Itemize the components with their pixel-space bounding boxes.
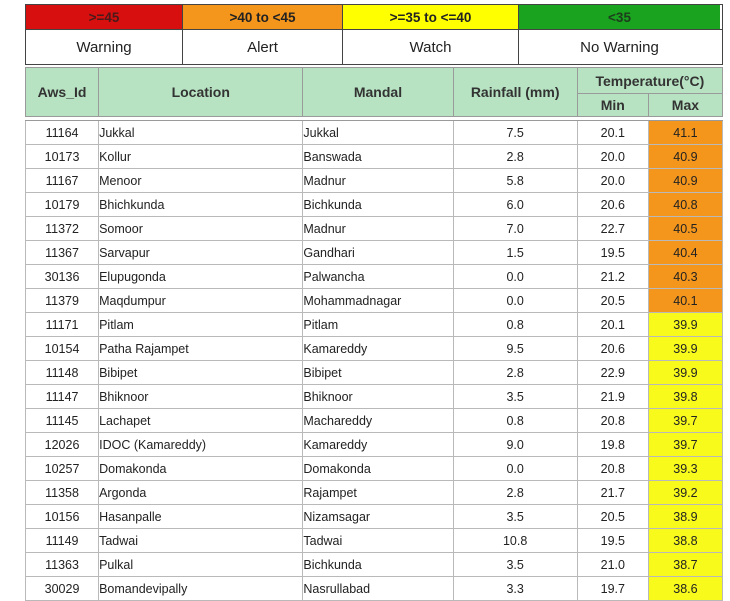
mandal-cell: Kamareddy [303,337,453,361]
max-temp-cell: 39.8 [648,385,722,409]
location-cell: Hasanpalle [99,505,303,529]
rainfall-cell: 0.0 [453,289,577,313]
table-row [26,169,723,193]
max-temp-cell: 40.9 [648,145,722,169]
station-id-cell: 10173 [26,145,99,169]
max-temp-cell: 40.8 [648,193,722,217]
min-temp-cell: 22.9 [577,361,648,385]
station-id-cell: 10156 [26,505,99,529]
mandal-cell: Domakonda [303,457,453,481]
table-row [26,193,723,217]
station-id-cell: 11379 [26,289,99,313]
rainfall-cell: 9.0 [453,433,577,457]
min-temp-cell: 20.1 [577,121,648,145]
station-id-cell: 11164 [26,121,99,145]
rainfall-cell: 0.0 [453,265,577,289]
mandal-cell: Madnur [303,217,453,241]
rainfall-cell: 3.5 [453,505,577,529]
rainfall-cell: 5.8 [453,169,577,193]
max-temp-cell: 40.9 [648,169,722,193]
rainfall-cell: 1.5 [453,241,577,265]
legend-range-alert: >40 to <45 [183,5,343,29]
max-temp-cell: 39.7 [648,433,722,457]
max-temp-cell: 38.6 [648,577,722,601]
max-temp-cell: 39.3 [648,457,722,481]
table-row [26,385,723,409]
table-row [26,433,723,457]
station-id-cell: 30029 [26,577,99,601]
table-row [26,217,723,241]
max-temp-cell: 38.9 [648,505,722,529]
table-row [26,553,723,577]
mandal-cell: Bibipet [303,361,453,385]
rainfall-cell: 2.8 [453,361,577,385]
station-id-cell: 11358 [26,481,99,505]
max-temp-cell: 41.1 [648,121,722,145]
station-id-cell: 11372 [26,217,99,241]
mandal-cell: Mohammadnagar [303,289,453,313]
header-aws-id: Aws_Id [26,68,99,117]
location-cell: IDOC (Kamareddy) [99,433,303,457]
min-temp-cell: 21.9 [577,385,648,409]
min-temp-cell: 19.5 [577,241,648,265]
table-row [26,337,723,361]
rainfall-cell: 0.8 [453,313,577,337]
header-mandal: Mandal [303,68,453,117]
min-temp-cell: 21.7 [577,481,648,505]
rainfall-cell: 3.3 [453,577,577,601]
mandal-cell: Tadwai [303,529,453,553]
legend-label-warning: Warning [26,30,183,64]
rainfall-cell: 7.5 [453,121,577,145]
max-temp-cell: 38.8 [648,529,722,553]
station-id-cell: 30136 [26,265,99,289]
max-temp-cell: 39.9 [648,313,722,337]
location-cell: Bhichkunda [99,193,303,217]
table-body [26,121,723,601]
rainfall-cell: 10.8 [453,529,577,553]
station-id-cell: 11171 [26,313,99,337]
rainfall-cell: 9.5 [453,337,577,361]
location-cell: Menoor [99,169,303,193]
location-cell: Tadwai [99,529,303,553]
location-cell: Maqdumpur [99,289,303,313]
mandal-cell: Pitlam [303,313,453,337]
min-temp-cell: 20.5 [577,289,648,313]
table-row [26,529,723,553]
location-cell: Domakonda [99,457,303,481]
min-temp-cell: 19.5 [577,529,648,553]
location-cell: Bibipet [99,361,303,385]
table-row [26,265,723,289]
rainfall-cell: 2.8 [453,145,577,169]
max-temp-cell: 40.3 [648,265,722,289]
mandal-cell: Bichkunda [303,553,453,577]
rainfall-cell: 0.8 [453,409,577,433]
location-cell: Kollur [99,145,303,169]
rainfall-cell: 6.0 [453,193,577,217]
location-cell: Sarvapur [99,241,303,265]
legend-label-alert: Alert [183,30,343,64]
location-cell: Pulkal [99,553,303,577]
header-temperature: Temperature(°C) [577,68,722,94]
station-id-cell: 11147 [26,385,99,409]
table-row [26,409,723,433]
min-temp-cell: 22.7 [577,217,648,241]
table-header-row [26,68,723,94]
table-row [26,361,723,385]
location-cell: Pitlam [99,313,303,337]
legend-label-watch: Watch [343,30,519,64]
min-temp-cell: 20.0 [577,169,648,193]
rainfall-cell: 7.0 [453,217,577,241]
location-cell: Lachapet [99,409,303,433]
location-cell: Elupugonda [99,265,303,289]
max-temp-cell: 39.2 [648,481,722,505]
mandal-cell: Gandhari [303,241,453,265]
mandal-cell: Nizamsagar [303,505,453,529]
mandal-cell: Kamareddy [303,433,453,457]
legend-label-no-warning: No Warning [519,30,720,64]
min-temp-cell: 20.0 [577,145,648,169]
min-temp-cell: 20.8 [577,457,648,481]
legend-range-no-warning: <35 [519,5,720,29]
station-id-cell: 10179 [26,193,99,217]
location-cell: Patha Rajampet [99,337,303,361]
station-id-cell: 11367 [26,241,99,265]
location-cell: Argonda [99,481,303,505]
min-temp-cell: 20.8 [577,409,648,433]
min-temp-cell: 20.6 [577,193,648,217]
heat-warning-legend [25,4,723,65]
station-id-cell: 10154 [26,337,99,361]
station-id-cell: 10257 [26,457,99,481]
mandal-cell: Nasrullabad [303,577,453,601]
min-temp-cell: 20.6 [577,337,648,361]
station-id-cell: 11363 [26,553,99,577]
station-id-cell: 11148 [26,361,99,385]
rainfall-cell: 2.8 [453,481,577,505]
legend-label-row [26,29,722,64]
table-row [26,505,723,529]
location-cell: Jukkal [99,121,303,145]
legend-range-row [26,5,722,29]
table-row [26,145,723,169]
station-id-cell: 12026 [26,433,99,457]
table-row [26,577,723,601]
max-temp-cell: 38.7 [648,553,722,577]
max-temp-cell: 40.4 [648,241,722,265]
table-row [26,313,723,337]
max-temp-cell: 39.9 [648,361,722,385]
station-id-cell: 11167 [26,169,99,193]
min-temp-cell: 19.8 [577,433,648,457]
rainfall-cell: 3.5 [453,553,577,577]
min-temp-cell: 21.0 [577,553,648,577]
table-row [26,289,723,313]
mandal-cell: Bhiknoor [303,385,453,409]
mandal-cell: Bichkunda [303,193,453,217]
max-temp-cell: 40.1 [648,289,722,313]
mandal-cell: Palwancha [303,265,453,289]
station-id-cell: 11149 [26,529,99,553]
table-row [26,121,723,145]
mandal-cell: Banswada [303,145,453,169]
min-temp-cell: 20.5 [577,505,648,529]
station-id-cell: 11145 [26,409,99,433]
max-temp-cell: 39.9 [648,337,722,361]
max-temp-cell: 39.7 [648,409,722,433]
location-cell: Somoor [99,217,303,241]
table-row [26,457,723,481]
min-temp-cell: 19.7 [577,577,648,601]
header-max: Max [648,94,722,117]
mandal-cell: Jukkal [303,121,453,145]
mandal-cell: Rajampet [303,481,453,505]
location-cell: Bhiknoor [99,385,303,409]
header-min: Min [577,94,648,117]
header-rainfall: Rainfall (mm) [453,68,577,117]
rainfall-cell: 0.0 [453,457,577,481]
min-temp-cell: 21.2 [577,265,648,289]
legend-range-watch: >=35 to <=40 [343,5,519,29]
mandal-cell: Madnur [303,169,453,193]
location-cell: Bomandevipally [99,577,303,601]
min-temp-cell: 20.1 [577,313,648,337]
max-temp-cell: 40.5 [648,217,722,241]
table-row [26,481,723,505]
rainfall-cell: 3.5 [453,385,577,409]
legend-range-warning: >=45 [26,5,183,29]
mandal-cell: Machareddy [303,409,453,433]
header-location: Location [99,68,303,117]
table-row [26,241,723,265]
weather-station-table [25,67,723,601]
